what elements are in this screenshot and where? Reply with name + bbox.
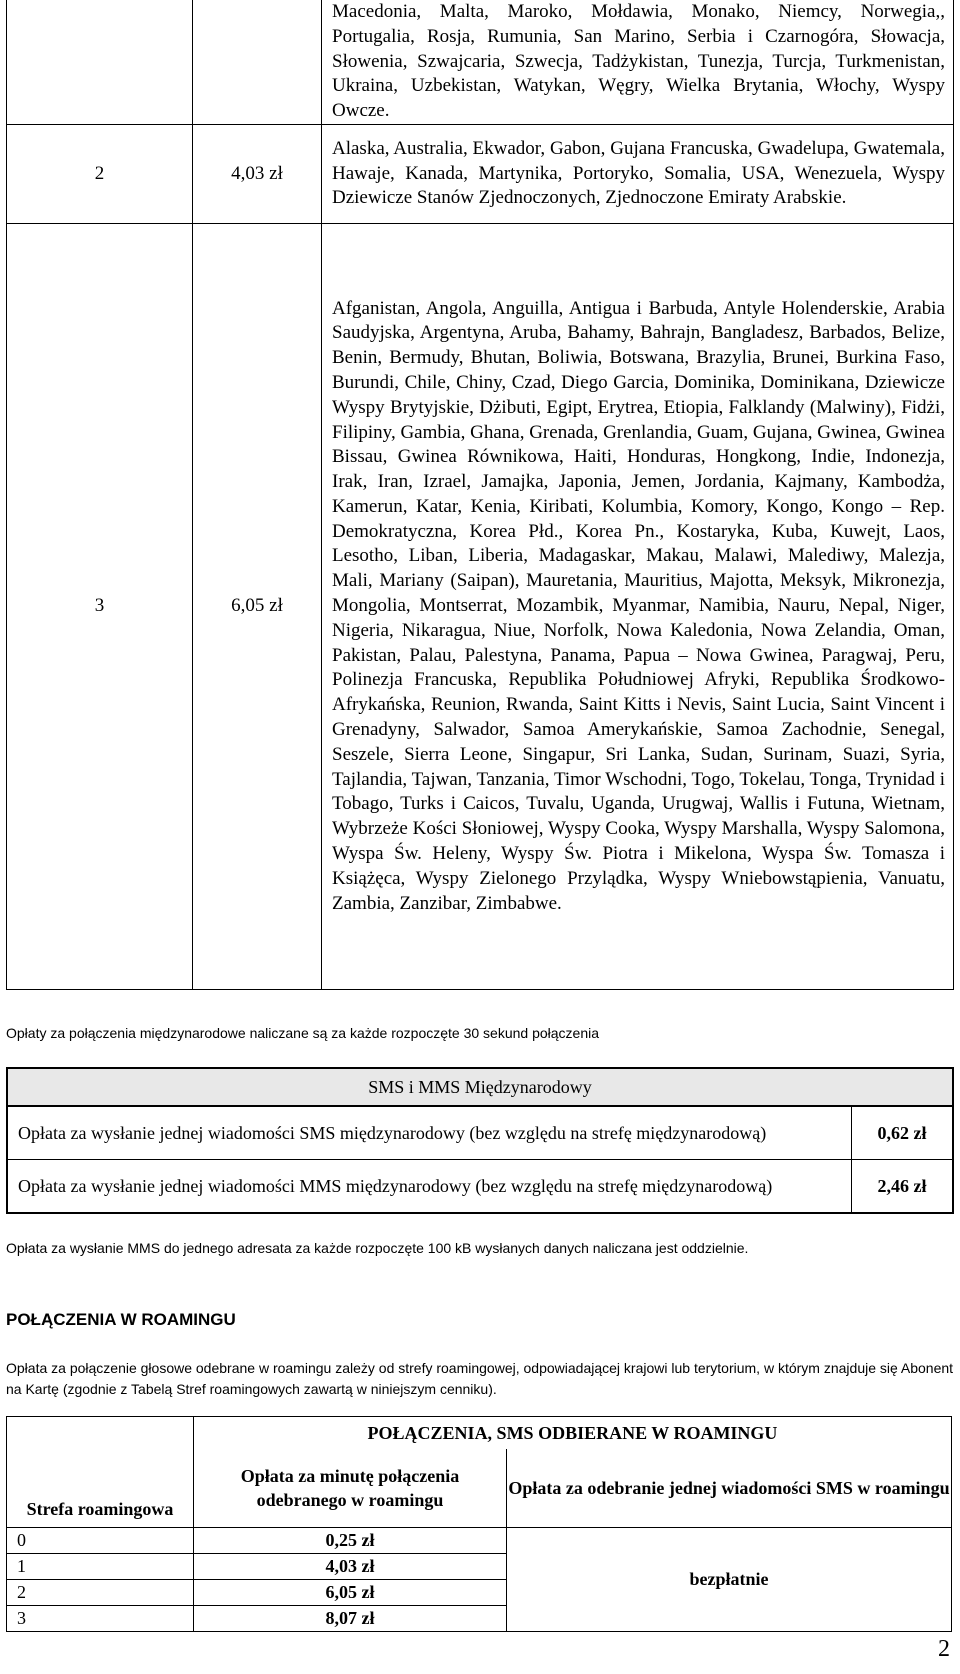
- per-minute-value: 4,03 zł: [194, 1554, 507, 1580]
- mms-description: Opłata za wysłanie jednej wiadomości MMS międzynarodowy (bez względu na strefę międzynarodową): [7, 1160, 837, 1214]
- zone-price: 6,05 zł: [193, 223, 322, 989]
- zone-value: 2: [7, 1580, 194, 1606]
- zone-row-3: [7, 223, 954, 989]
- roaming-table-title-row: [7, 1417, 952, 1450]
- spacer: [837, 1160, 852, 1214]
- per-minute-value: 8,07 zł: [194, 1606, 507, 1632]
- sms-free-value: bezpłatnie: [507, 1528, 952, 1632]
- zone-countries: Alaska, Australia, Ekwador, Gabon, Gujana Francuska, Gwadelupa, Gwatemala, Hawaje, Kanada, Martynika, Portoryko, Somalia, USA, Wenezuela, Wyspy Dziewicze Stanów Zjednoczonych, Zjednoczone Emiraty Arabskie.: [322, 124, 954, 223]
- per-sms-header: Opłata za odebranie jednej wiadomości SMS w roamingu: [507, 1449, 952, 1528]
- roaming-receive-table: [6, 1416, 952, 1632]
- sms-mms-header-row: [7, 1068, 953, 1106]
- roaming-zone-row: [7, 1528, 952, 1554]
- sms-mms-row: [7, 1106, 953, 1160]
- zone-number: [7, 0, 193, 124]
- zone-price: [193, 0, 322, 124]
- zone-value: 3: [7, 1606, 194, 1632]
- zone-countries: Afganistan, Angola, Anguilla, Antigua i Barbuda, Antyle Holenderskie, Arabia Saudyjska, Argentyna, Aruba, Bahamy, Bahrajn, Bangladesz, Barbados, Belize, Benin, Bermudy, Bhutan, Boliwia, Botswana, Brazylia, Brunei, Burkina Faso, Burundi, Chile, Chiny, Czad, Diego Garcia, Dominika, Dominikana, Dziewicze Wyspy Brytyjskie, Dżibuti, Egipt, Erytrea, Etiopia, Falklandy (Malwiny), Fidżi, Filipiny, Gambia, Ghana, Grenada, Grenlandia, Guam, Gujana, Gwinea, Gwinea Bissau, Gwinea Równikowa, Haiti, Honduras, Hongkong, Indie, Indonezja, Irak, Iran, Izrael, Jamajka, Japonia, Jemen, Jordania, Kajmany, Kambodża, Kamerun, Katar, Kenia, Kiribati, Kolumbia, Komory, Kongo, Kongo – Rep. Demokratyczna, Korea Płd., Korea Pn., Kostaryka, Kuba, Kuwejt, Laos, Lesotho, Liban, Liberia, Madagaskar, Makau, Malawi, Malediwy, Malezja, Mali, Mariany (Saipan), Mauretania, Mauritius, Majotta, Meksyk, Mikronezja, Mongolia, Montserrat, Mozambik, Myanmar, Namibia, Nauru, Nepal, Niger, Nigeria, Nikaragua, Niue, Norfolk, Nowa Kaledonia, Nowa Zelandia, Oman, Pakistan, Palau, Palestyna, Panama, Papua – Nowa Gwinea, Paragwaj, Peru, Polinezja Francuska, Republika Południowej Afryki, Republika Środkowo-Afrykańska, Reunion, Rwanda, Saint Kitts i Nevis, Saint Lucia, Saint Vincent i Grenadyny, Salwador, Samoa Amerykańskie, Samoa Zachodnie, Senegal, Seszele, Sierra Leone, Singapur, Sri Lanka, Sudan, Surinam, Suazi, Syria, Tajlandia, Tajwan, Tanzania, Timor Wschodni, Togo, Tokelau, Tonga, Trynidad i Tobago, Turks i Caicos, Tuvalu, Uganda, Urugwaj, Wallis i Futuna, Wietnam, Wybrzeże Kości Słoniowej, Wyspy Cooka, Wyspy Marshalla, Wyspy Salomona, Wyspa Św. Heleny, Wyspy Św. Piotra i Mikelona, Wyspa Św. Tomasza i Książęca, Wyspy Zielonego Przylądka, Wyspy Wniebowstąpienia, Vanuatu, Zambia, Zanzibar, Zimbabwe.: [322, 223, 954, 989]
- international-calls-note: Opłaty za połączenia międzynarodowe naliczane są za każde rozpoczęte 30 sekund połączenia: [6, 1025, 600, 1041]
- sms-mms-title: SMS i MMS Międzynarodowy: [7, 1068, 953, 1106]
- zones-table: [6, 0, 954, 990]
- zone-value: 0: [7, 1528, 194, 1554]
- roaming-table-title: POŁĄCZENIA, SMS ODBIERANE W ROAMINGU: [194, 1417, 952, 1450]
- sms-mms-table: [6, 1067, 954, 1214]
- spacer: [837, 1106, 852, 1160]
- mms-size-note: Opłata za wysłanie MMS do jednego adresata za każde rozpoczęte 100 kB wysłanych danych naliczana jest oddzielnie.: [6, 1240, 749, 1256]
- zone-row-1: [7, 0, 954, 124]
- per-minute-header: Opłata za minutę połączenia odebranego w roamingu: [194, 1449, 507, 1528]
- zone-header: Strefa roamingowa: [7, 1417, 194, 1528]
- sms-description: Opłata za wysłanie jednej wiadomości SMS międzynarodowy (bez względu na strefę międzynarodową): [7, 1106, 837, 1160]
- mms-price: 2,46 zł: [852, 1160, 954, 1214]
- zone-number: 3: [7, 223, 193, 989]
- zone-countries: Macedonia, Malta, Maroko, Mołdawia, Monako, Niemcy, Norwegia,, Portugalia, Rosja, Rumunia, San Marino, Serbia i Czarnogóra, Słowacja, Słowenia, Szwajcaria, Szwecja, Tadżykistan, Tunezja, Turcja, Turkmenistan, Ukraina, Uzbekistan, Watykan, Węgry, Wielka Brytania, Włochy, Wyspy Owcze.: [322, 0, 954, 124]
- zone-row-2: [7, 124, 954, 223]
- roaming-section-title: POŁĄCZENIA W ROAMINGU: [6, 1310, 236, 1329]
- zone-number: 2: [7, 124, 193, 223]
- sms-mms-row: [7, 1160, 953, 1214]
- zone-price: 4,03 zł: [193, 124, 322, 223]
- sms-price: 0,62 zł: [852, 1106, 954, 1160]
- roaming-section-description: Opłata za połączenie głosowe odebrane w roamingu zależy od strefy roamingowej, odpowiadającej krajowi lub terytorium, w którym znajduje się Abonent na Kartę (zgodnie z Tabelą Stref roamingowych zawartą w niniejszym cenniku).: [6, 1360, 954, 1397]
- per-minute-value: 0,25 zł: [194, 1528, 507, 1554]
- zone-value: 1: [7, 1554, 194, 1580]
- page-number: 2: [938, 1636, 950, 1662]
- per-minute-value: 6,05 zł: [194, 1580, 507, 1606]
